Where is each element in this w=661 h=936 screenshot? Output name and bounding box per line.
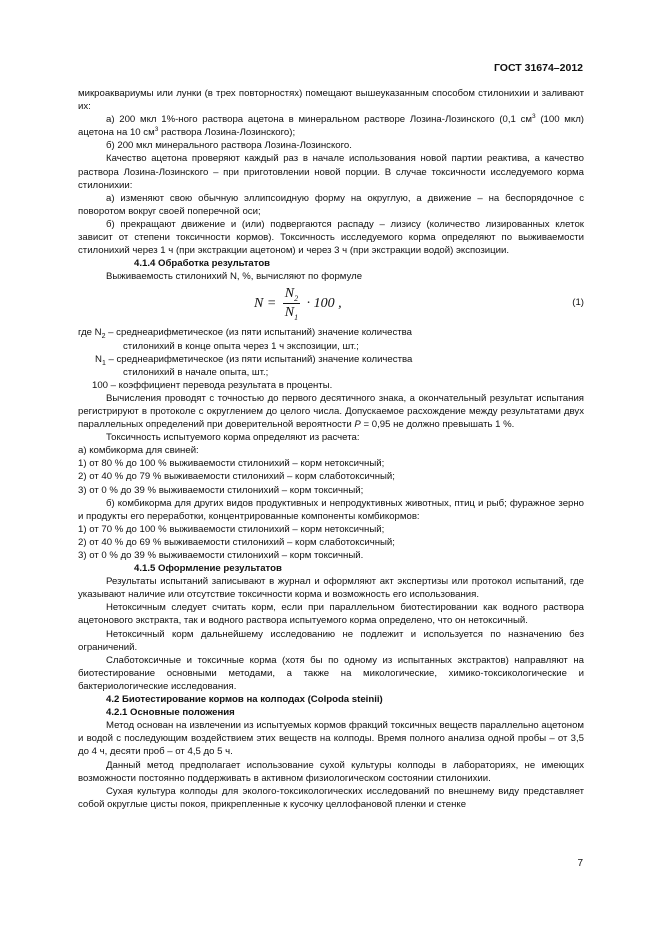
where-line: стилонихий в конце опыта через 1 ч экспозиции, шт.; <box>123 340 359 352</box>
list-item: 2) от 40 % до 69 % выживаемости стилонихий – корм слаботоксичный; <box>78 536 395 548</box>
section-heading: 4.2 Биотестирование кормов на колподах (Colpoda steinii) <box>106 694 383 706</box>
section-heading: 4.2.1 Основные положения <box>106 707 235 719</box>
list-item: 3) от 0 % до 39 % выживаемости стилонихий – корм токсичный; <box>78 484 364 496</box>
formula-explanation <box>78 326 584 391</box>
paragraph: б) прекращают движение и (или) подвергаются распаду – лизису (количество лизированных клеток зависит от степени токсичности кормов). Токсичность исследуемого корма определяют по выживаемости стилонихий через 1 ч (при экстракции ацетоном) и через 3 ч (при экстракции водой) экспозиции. <box>78 218 584 257</box>
list-item: 2) от 40 % до 79 % выживаемости стилонихий – корм слаботоксичный; <box>78 471 395 483</box>
list-item: б) комбикорма для других видов продуктивных и непродуктивных животных, птиц и рыб; фуражное зерно и продукты его переработки, концентрированные компоненты комбикормов: <box>78 497 584 522</box>
formula <box>78 284 584 324</box>
paragraph: Сухая культура колподы для эколого-токсикологических исследований по внешнему виду представляет собой округлые цисты покоя, прикрепленные к кусочку целлофановой пленки и стенке <box>78 785 584 810</box>
paragraph: Вычисления проводят с точностью до первого десятичного знака, а окончательный результат испытания регистрируют в протоколе с округлением до целого числа. Допускаемое расхождение между результатами двух параллельных определений при доверительной вероятности P = 0,95 не должно превышать 1 %. <box>78 392 584 431</box>
where-line: где $N_2$ – среднеарифметическое (из пяти испытаний) значение количества <box>78 327 412 341</box>
where-line: 100 – коэффициент перевода результата в проценты. <box>92 379 333 391</box>
list-item: 1) от 70 % до 100 % выживаемости стилонихий – корм нетоксичный; <box>78 523 385 535</box>
paragraph: Выживаемость стилонихий N, %, вычисляют по формуле <box>106 271 363 283</box>
paragraph: Слаботоксичные и токсичные корма (хотя бы по одному из испытанных экстрактов) направляют на биотестирование основными методами, а также на микологические, химико-токсикологические и бактериологические исследования. <box>78 654 584 692</box>
section-heading: 4.1.5 Оформление результатов <box>134 563 282 575</box>
paragraph: а) 200 мкл 1%-ного раствора ацетона в минеральном растворе Лозина-Лозинского (0,1 $см^3$ (100 мкл) ацетона на 10 $см^3$ раствора Лозина-Лозинского); <box>78 113 584 139</box>
list-item: 3) от 0 % до 39 % выживаемости стилонихий – корм токсичный. <box>78 550 364 561</box>
paragraph: Нетоксичным следует считать корм, если при параллельном биотестировании как водного раствора ацетонового экстракта, так и водного раствора испытуемого корма определено, что он нетоксичный. <box>78 602 584 627</box>
page-body <box>78 87 584 811</box>
page-number: 7 <box>577 858 583 869</box>
paragraph: Результаты испытаний записывают в журнал и оформляют акт экспертизы или протокол испытаний, где указывают наличие или отсутствие токсичности корма и возможность его использования. <box>78 576 584 601</box>
paragraph: Токсичность испытуемого корма определяют из расчета: <box>106 432 360 444</box>
paragraph: Качество ацетона проверяют каждый раз в начале использования новой партии реактива, а качество раствора Лозина-Лозинского – при приготовлении новой порции. В случае токсичности исследуемого корма стилонихии: <box>78 153 584 191</box>
where-line: $N_1$ – среднеарифметическое (из пяти испытаний) значение количества <box>95 353 413 367</box>
section-heading: 4.1.4 Обработка результатов <box>134 258 271 270</box>
paragraph: а) изменяют свою обычную эллипсоидную форму на округлую, а движение – на беспорядочное с поворотом вокруг своей поперечной оси; <box>78 192 584 217</box>
formula-fraction: $\frac{N_2}{N_1}$ <box>284 286 299 323</box>
formula-rhs: · 100 , <box>306 296 342 312</box>
list-item: 1) от 80 % до 100 % выживаемости стилонихий – корм нетоксичный; <box>78 458 385 470</box>
formula-lhs: N = <box>254 296 277 312</box>
where-line: стилонихий в начале опыта, шт.; <box>123 366 269 378</box>
paragraph: Метод основан на извлечении из испытуемых кормов фракций токсичных веществ параллельно ацетоном и водой с последующим воздействием этих веществ на колподы. Время полного анализа одной пробы – от 3,5 до 4 ч, десяти проб – от 4,5 до 5 ч. <box>78 720 584 758</box>
document-header: ГОСТ 31674–2012 <box>493 62 583 74</box>
formula-number: (1) <box>572 297 584 309</box>
paragraph: б) 200 мкл минерального раствора Лозина-Лозинского. <box>106 140 352 152</box>
paragraph: Нетоксичный корм дальнейшему исследованию не подлежит и используется по назначению без ограничений. <box>78 628 584 653</box>
paragraph: микроаквариумы или лунки (в трех повторностях) помещают вышеуказанным способом стилонихии и заливают их: <box>78 88 584 113</box>
list-item: а) комбикорма для свиней: <box>78 445 199 457</box>
paragraph: Данный метод предполагает использование сухой культуры колподы в лабораториях, не имеющих возможности постоянно поддерживать в активном физиологическом состоянии стилонихии. <box>78 759 584 784</box>
